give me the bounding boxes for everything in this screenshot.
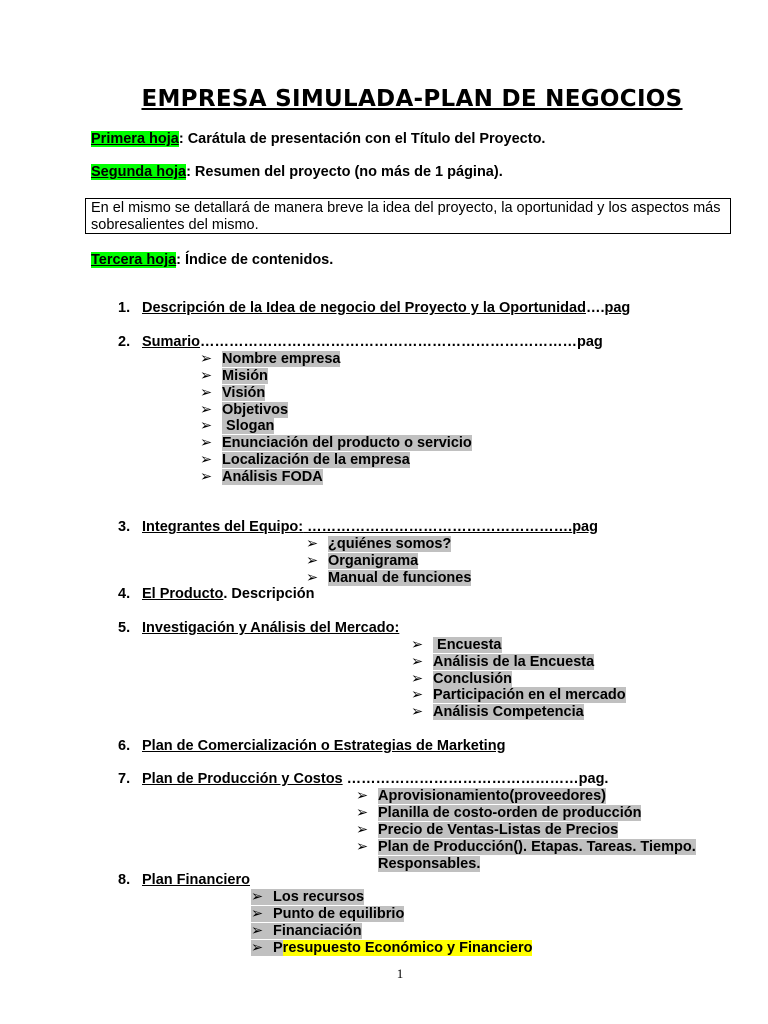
list-item: ➢ Manual de funciones	[306, 570, 472, 586]
index-item-1	[118, 300, 630, 316]
third-sheet-text: : Índice de contenidos.	[176, 252, 334, 268]
index-item-4	[118, 586, 314, 602]
arrow-bullet-icon: ➢	[200, 351, 213, 367]
arrow-bullet-icon: ➢	[306, 536, 319, 552]
list-item: ➢ Precio de Ventas-Listas de Precios	[356, 822, 619, 838]
arrow-bullet-icon: ➢	[251, 940, 273, 956]
item-page: pag	[572, 519, 598, 535]
arrow-bullet-icon: ➢	[200, 368, 213, 384]
list-item: ➢ Encuesta	[411, 637, 502, 653]
item-dots: ……………………………………………………………………	[200, 334, 578, 350]
index-item-8	[118, 872, 250, 888]
page-number: 1	[396, 966, 404, 981]
arrow-bullet-icon: ➢	[411, 671, 424, 687]
arrow-bullet-icon: ➢	[411, 687, 424, 703]
item-page: pag	[577, 334, 603, 350]
item-title: Integrantes del Equipo:	[142, 519, 304, 535]
first-sheet-text: : Carátula de presentación con el Título del Proyecto.	[178, 131, 546, 147]
arrow-bullet-icon: ➢	[200, 435, 213, 451]
item-title: Investigación y Análisis del Mercado:	[142, 620, 400, 636]
item-dots: ……………………………………………….	[303, 519, 573, 535]
list-item: ➢ Visión	[200, 385, 266, 401]
arrow-bullet-icon: ➢	[306, 553, 319, 569]
list-item: ➢ Análisis de la Encuesta	[411, 654, 595, 670]
index-item-5	[118, 620, 399, 636]
arrow-bullet-icon: ➢	[200, 385, 213, 401]
item-dots: ….	[585, 300, 605, 316]
second-sheet-label: Segunda hoja	[91, 164, 187, 180]
index-item-3	[118, 519, 598, 535]
arrow-bullet-icon: ➢	[251, 889, 273, 905]
list-item: ➢ Organigrama	[306, 553, 419, 569]
item-number: 7.	[118, 771, 131, 787]
index-item-6	[118, 738, 505, 754]
arrow-bullet-icon: ➢	[356, 822, 369, 838]
first-sheet-label: Primera hoja	[91, 131, 179, 147]
list-item: ➢ Conclusión	[411, 671, 512, 687]
list-item: ➢ Presupuesto Económico y Financiero	[251, 940, 533, 956]
arrow-bullet-icon: ➢	[306, 570, 319, 586]
item-title: Sumario	[142, 334, 201, 350]
list-item: ➢ Localización de la empresa	[200, 452, 410, 468]
list-item: ➢ Planilla de costo-orden de producción	[356, 805, 642, 821]
item-number: 8.	[118, 872, 131, 888]
item-page: pag	[604, 300, 631, 316]
arrow-bullet-icon: ➢	[411, 654, 424, 670]
page-title: EMPRESA SIMULADA-PLAN DE NEGOCIOS	[141, 86, 683, 112]
arrow-bullet-icon: ➢	[200, 418, 213, 434]
item-title: El Producto	[142, 586, 224, 602]
intro-second-sheet	[91, 164, 503, 180]
list-item: ➢ Slogan	[200, 418, 275, 434]
index-item-7	[118, 771, 608, 787]
second-sheet-text: : Resumen del proyecto (no más de 1 página).	[186, 164, 503, 180]
list-item: ➢ Misión	[200, 368, 268, 384]
list-item: ➢ Enunciación del producto o servicio	[200, 435, 472, 451]
arrow-bullet-icon: ➢	[411, 704, 424, 720]
item-number: 2.	[118, 334, 131, 350]
intro-first-sheet	[91, 131, 545, 147]
item-rest: . Descripción	[223, 586, 315, 602]
list-item: ➢ Financiación	[251, 923, 362, 939]
list-item: ➢ Objetivos	[200, 402, 289, 418]
list-item: ➢ Nombre empresa	[200, 351, 341, 367]
list-item: ➢ ¿quiénes somos?	[306, 536, 452, 552]
arrow-bullet-icon: ➢	[251, 906, 273, 922]
item-number: 5.	[118, 620, 131, 636]
item-number: 6.	[118, 738, 131, 754]
list-item: ➢ Los recursos	[251, 889, 365, 905]
list-item: ➢ Análisis Competencia	[411, 704, 584, 720]
index-item-2	[118, 334, 603, 350]
list-item: ➢ Participación en el mercado	[411, 687, 626, 703]
item-title: Plan Financiero	[142, 872, 250, 888]
item-title: Plan de Comercialización o Estrategias de Marketing	[142, 738, 506, 754]
item-number: 4.	[118, 586, 131, 602]
arrow-bullet-icon: ➢	[251, 923, 273, 939]
item-title: Descripción de la Idea de negocio del Proyecto y la Oportunidad	[142, 300, 586, 316]
item-title: Plan de Producción y Costos	[142, 771, 343, 787]
arrow-bullet-icon: ➢	[356, 839, 369, 855]
item-number: 3.	[118, 519, 131, 535]
arrow-bullet-icon: ➢	[411, 637, 424, 653]
list-item-continuation: Responsables.	[378, 856, 481, 872]
summary-box: En el mismo se detallará de manera breve la idea del proyecto, la oportunidad y los aspectos más sobresalientes del mismo.	[85, 198, 731, 234]
list-item: ➢ Aprovisionamiento(proveedores)	[356, 788, 607, 804]
arrow-bullet-icon: ➢	[356, 805, 369, 821]
item-number: 1.	[118, 300, 131, 316]
third-sheet-label: Tercera hoja	[91, 252, 177, 268]
intro-third-sheet	[91, 252, 333, 268]
arrow-bullet-icon: ➢	[200, 469, 213, 485]
item-rest: …………………………………………pag.	[342, 771, 609, 787]
arrow-bullet-icon: ➢	[200, 402, 213, 418]
list-item: ➢ Plan de Producción(). Etapas. Tareas. Tiempo.	[356, 839, 696, 855]
list-item: ➢ Punto de equilibrio	[251, 906, 405, 922]
arrow-bullet-icon: ➢	[356, 788, 369, 804]
list-item: ➢ Análisis FODA	[200, 469, 323, 485]
arrow-bullet-icon: ➢	[200, 452, 213, 468]
